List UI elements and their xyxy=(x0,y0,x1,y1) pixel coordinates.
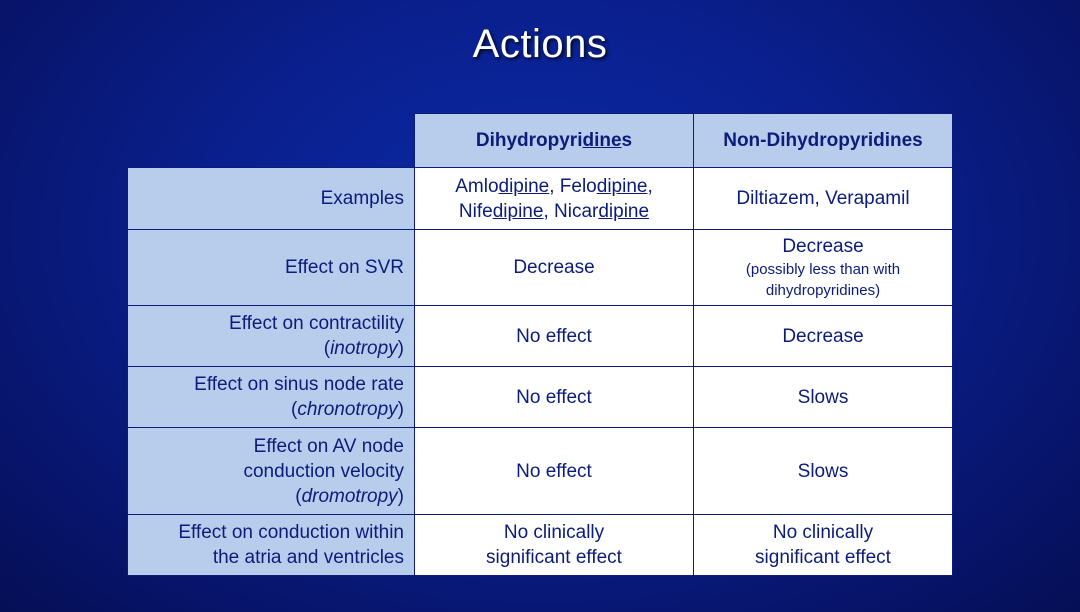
actions-table xyxy=(127,113,953,576)
atria-non-dhp-1: No clinically xyxy=(772,522,874,543)
header-dhp-part3: s xyxy=(621,130,633,151)
examples-non-dhp-cell: Diltiazem, Verapamil xyxy=(694,168,953,230)
table-row-atria-ventricles xyxy=(128,515,953,576)
row-label-examples: Examples xyxy=(128,168,415,230)
atria-label-2: the atria and ventricles xyxy=(212,547,404,568)
atria-non-dhp-cell xyxy=(694,515,953,576)
svr-non-dhp-note-2: dihydropyridines) xyxy=(765,282,881,299)
svr-dhp-cell: Decrease xyxy=(415,230,694,306)
contractility-label-1: Effect on contractility xyxy=(229,313,404,334)
av-label-term: dromotropy xyxy=(301,485,398,507)
examples-dhp-cell xyxy=(415,168,694,230)
ex-comma: , xyxy=(647,175,653,197)
av-label-open: ( xyxy=(295,485,302,507)
av-non-dhp-cell: Slows xyxy=(694,428,953,515)
contractility-label-close: ) xyxy=(397,338,404,359)
atria-dhp-1: No clinically xyxy=(503,522,605,543)
ex-nicar-suffix: dipine xyxy=(598,200,650,222)
contractility-label-term: inotropy xyxy=(330,338,398,359)
sinus-label-term: chronotropy xyxy=(297,399,398,420)
av-label-close: ) xyxy=(397,485,404,507)
table-row-av-node xyxy=(128,428,953,515)
atria-label-1: Effect on conduction within xyxy=(178,522,404,543)
contractility-label-open: ( xyxy=(323,338,331,359)
sinus-dhp-cell: No effect xyxy=(415,367,694,428)
av-label-2: conduction velocity xyxy=(243,460,404,482)
atria-dhp-cell xyxy=(415,515,694,576)
atria-dhp-2: significant effect xyxy=(486,547,622,568)
sinus-label-open: ( xyxy=(291,399,298,420)
header-dhp-underlined: dine xyxy=(582,130,622,151)
ex-amlo-suffix: dipine xyxy=(498,175,550,197)
ex-nife-suffix: dipine xyxy=(492,200,544,222)
svr-non-dhp-note-1: (possibly less than with xyxy=(745,261,901,278)
table-row-sinus-node xyxy=(128,367,953,428)
row-label-atria-ventricles xyxy=(128,515,415,576)
table-row-examples xyxy=(128,168,953,230)
table-row-svr xyxy=(128,230,953,306)
row-label-sinus-node xyxy=(128,367,415,428)
sinus-label-close: ) xyxy=(397,399,404,420)
ex-felo-suffix: dipine xyxy=(596,175,648,197)
row-label-svr: Effect on SVR xyxy=(128,230,415,306)
sinus-non-dhp-cell: Slows xyxy=(694,367,953,428)
ex-nife: Nife xyxy=(458,200,493,222)
table-corner-empty xyxy=(128,114,415,168)
slide-title: Actions xyxy=(472,22,608,66)
table-header-row xyxy=(128,114,953,168)
atria-non-dhp-2: significant effect xyxy=(755,547,891,568)
column-header-dihydropyridines xyxy=(415,114,694,168)
sinus-label-1: Effect on sinus node rate xyxy=(194,374,404,395)
contractility-dhp-cell: No effect xyxy=(415,306,694,367)
ex-nicar: , Nicar xyxy=(543,200,599,222)
table-row-contractility xyxy=(128,306,953,367)
av-dhp-cell: No effect xyxy=(415,428,694,515)
svr-non-dhp-cell xyxy=(694,230,953,306)
contractility-non-dhp-cell: Decrease xyxy=(694,306,953,367)
ex-felo: , Felo xyxy=(549,175,597,197)
row-label-contractility xyxy=(128,306,415,367)
av-label-1: Effect on AV node xyxy=(253,435,404,457)
row-label-av-node xyxy=(128,428,415,515)
ex-amlo: Amlo xyxy=(455,175,499,197)
svr-non-dhp-main: Decrease xyxy=(782,236,864,257)
header-dhp-part1: Dihydropyri xyxy=(475,130,583,151)
column-header-non-dihydropyridines: Non-Dihydropyridines xyxy=(694,114,953,168)
